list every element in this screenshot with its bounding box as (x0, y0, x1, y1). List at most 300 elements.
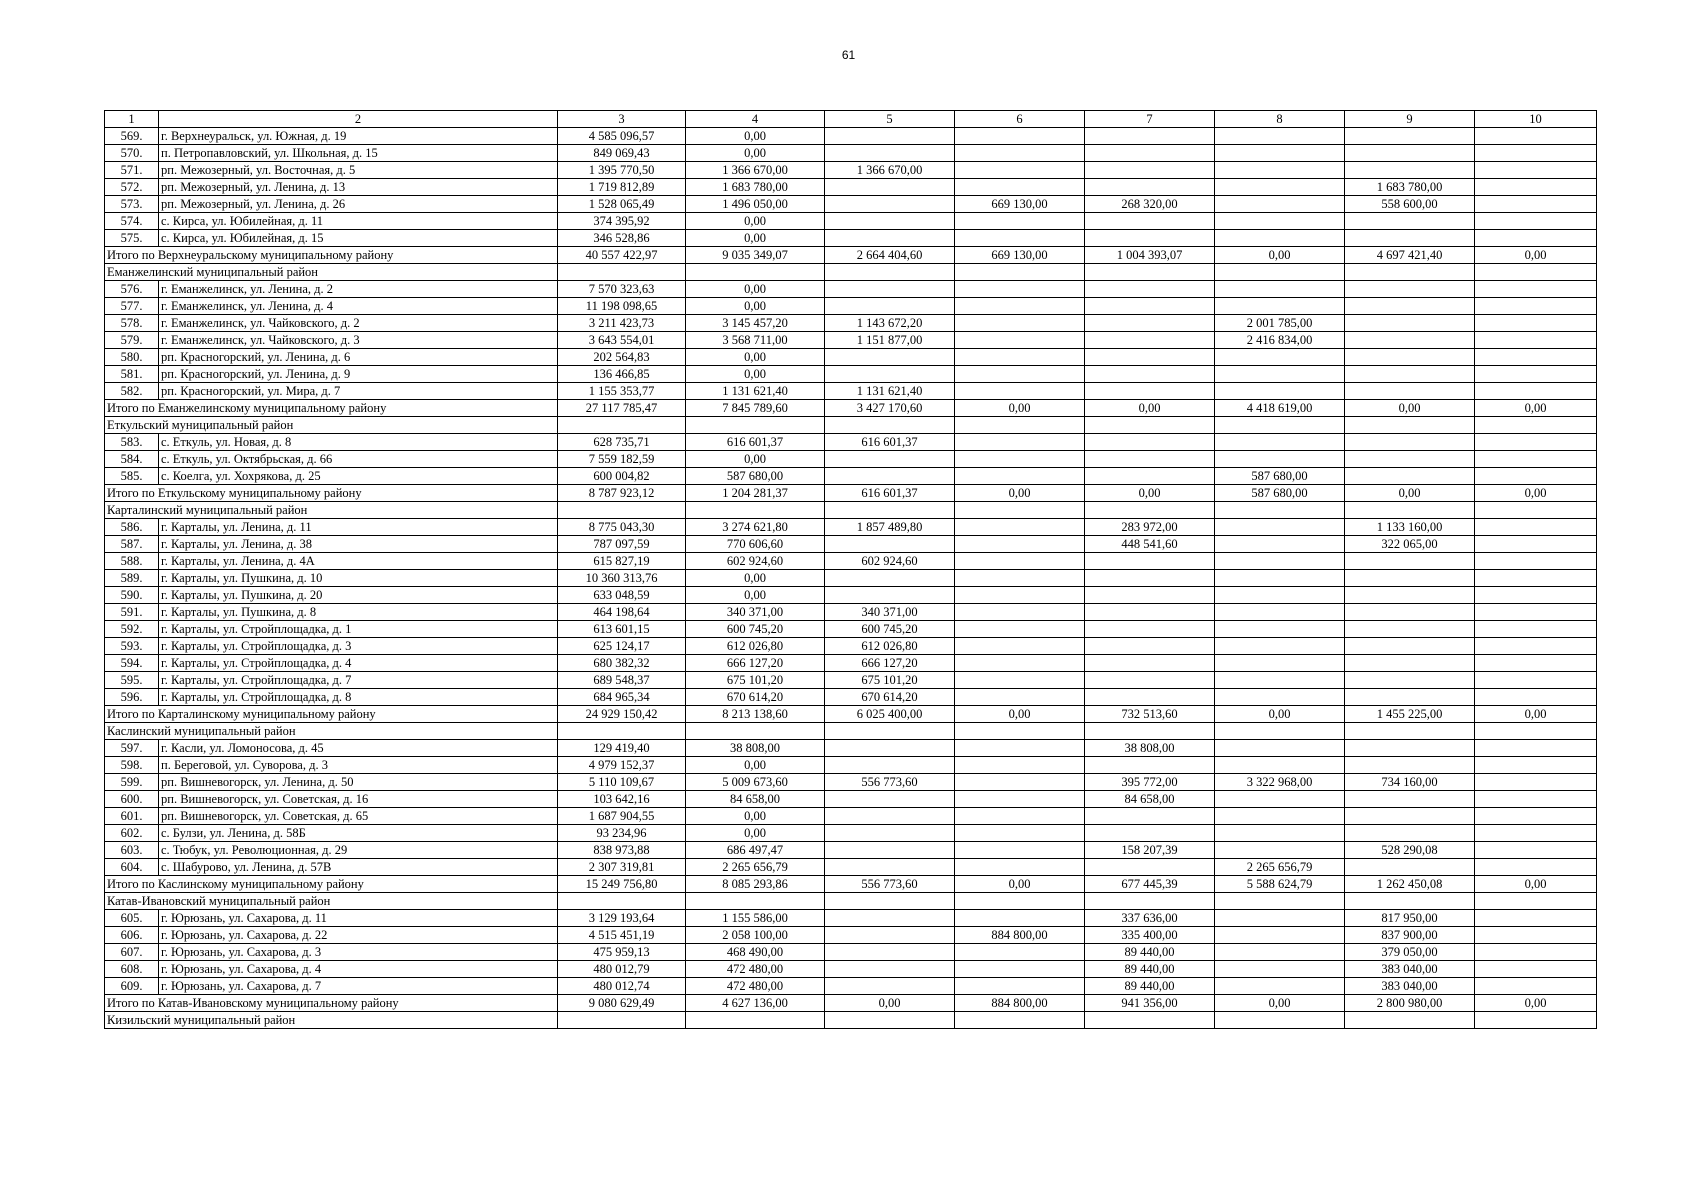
value-cell (955, 638, 1085, 655)
value-cell (825, 451, 955, 468)
value-cell: 602 924,60 (686, 553, 825, 570)
value-cell (1345, 604, 1475, 621)
value-cell (955, 689, 1085, 706)
value-cell: 616 601,37 (686, 434, 825, 451)
total-row (105, 876, 1597, 893)
total-label-cell: Итого по Еманжелинскому муниципальному району (105, 400, 558, 417)
value-cell: 2 664 404,60 (825, 247, 955, 264)
value-cell: 2 265 656,79 (686, 859, 825, 876)
value-cell (1215, 366, 1345, 383)
address-cell: с. Еткуль, ул. Октябрьская, д. 66 (159, 451, 558, 468)
value-cell (1215, 842, 1345, 859)
column-header: 9 (1345, 111, 1475, 128)
value-cell: 10 360 313,76 (558, 570, 686, 587)
value-cell: 2 058 100,00 (686, 927, 825, 944)
value-cell (825, 213, 955, 230)
value-cell (1345, 332, 1475, 349)
value-cell (825, 468, 955, 485)
value-cell (558, 264, 686, 281)
row-number-cell: 569. (105, 128, 159, 145)
row-number-cell: 596. (105, 689, 159, 706)
column-header: 5 (825, 111, 955, 128)
row-number-cell: 607. (105, 944, 159, 961)
value-cell (1475, 893, 1597, 910)
section-label-cell: Каслинский муниципальный район (105, 723, 558, 740)
value-cell (1085, 349, 1215, 366)
value-cell: 666 127,20 (825, 655, 955, 672)
value-cell (825, 740, 955, 757)
value-cell (1215, 961, 1345, 978)
address-cell: г. Юрюзань, ул. Сахарова, д. 3 (159, 944, 558, 961)
value-cell: 2 001 785,00 (1215, 315, 1345, 332)
address-cell: г. Еманжелинск, ул. Чайковского, д. 2 (159, 315, 558, 332)
value-cell (955, 910, 1085, 927)
value-cell (825, 502, 955, 519)
value-cell: 8 085 293,86 (686, 876, 825, 893)
value-cell: 0,00 (1085, 400, 1215, 417)
table-row (105, 740, 1597, 757)
value-cell: 669 130,00 (955, 196, 1085, 213)
value-cell (955, 587, 1085, 604)
value-cell (1085, 859, 1215, 876)
value-cell: 558 600,00 (1345, 196, 1475, 213)
value-cell (1475, 264, 1597, 281)
table-row (105, 757, 1597, 774)
value-cell (1475, 944, 1597, 961)
value-cell: 628 735,71 (558, 434, 686, 451)
value-cell (1475, 298, 1597, 315)
value-cell (825, 842, 955, 859)
section-label-cell: Еткульский муниципальный район (105, 417, 558, 434)
address-cell: г. Еманжелинск, ул. Ленина, д. 2 (159, 281, 558, 298)
row-number-cell: 592. (105, 621, 159, 638)
value-cell (1475, 162, 1597, 179)
address-cell: с. Шабурово, ул. Ленина, д. 57В (159, 859, 558, 876)
value-cell (1215, 196, 1345, 213)
value-cell (1085, 825, 1215, 842)
table-row (105, 281, 1597, 298)
table-row (105, 315, 1597, 332)
value-cell (1345, 621, 1475, 638)
value-cell: 0,00 (955, 485, 1085, 502)
value-cell (955, 536, 1085, 553)
value-cell: 3 129 193,64 (558, 910, 686, 927)
value-cell (1085, 570, 1215, 587)
value-cell: 3 211 423,73 (558, 315, 686, 332)
value-cell (955, 502, 1085, 519)
value-cell (1475, 859, 1597, 876)
row-number-cell: 572. (105, 179, 159, 196)
value-cell (825, 910, 955, 927)
value-cell: 4 515 451,19 (558, 927, 686, 944)
value-cell: 7 845 789,60 (686, 400, 825, 417)
value-cell: 0,00 (955, 400, 1085, 417)
table-row (105, 536, 1597, 553)
value-cell: 89 440,00 (1085, 944, 1215, 961)
row-number-cell: 594. (105, 655, 159, 672)
value-cell (825, 230, 955, 247)
value-cell: 602 924,60 (825, 553, 955, 570)
value-cell: 0,00 (686, 349, 825, 366)
value-cell: 1 683 780,00 (686, 179, 825, 196)
value-cell (1475, 910, 1597, 927)
value-cell: 1 151 877,00 (825, 332, 955, 349)
value-cell: 0,00 (1475, 247, 1597, 264)
table-row (105, 825, 1597, 842)
value-cell: 600 745,20 (686, 621, 825, 638)
value-cell: 1 133 160,00 (1345, 519, 1475, 536)
value-cell: 587 680,00 (1215, 468, 1345, 485)
total-label-cell: Итого по Карталинскому муниципальному району (105, 706, 558, 723)
row-number-cell: 588. (105, 553, 159, 570)
section-header-row (105, 893, 1597, 910)
address-cell: г. Карталы, ул. Стройплощадка, д. 1 (159, 621, 558, 638)
value-cell (955, 655, 1085, 672)
value-cell: 3 568 711,00 (686, 332, 825, 349)
row-number-cell: 584. (105, 451, 159, 468)
value-cell (1085, 655, 1215, 672)
address-cell: г. Еманжелинск, ул. Чайковского, д. 3 (159, 332, 558, 349)
total-label-cell: Итого по Каслинскому муниципальному району (105, 876, 558, 893)
value-cell: 158 207,39 (1085, 842, 1215, 859)
value-cell: 0,00 (686, 145, 825, 162)
value-cell: 625 124,17 (558, 638, 686, 655)
value-cell: 0,00 (1345, 485, 1475, 502)
value-cell (955, 315, 1085, 332)
value-cell (955, 961, 1085, 978)
address-cell: г. Касли, ул. Ломоносова, д. 45 (159, 740, 558, 757)
row-number-cell: 579. (105, 332, 159, 349)
value-cell (1215, 213, 1345, 230)
value-cell: 941 356,00 (1085, 995, 1215, 1012)
value-cell (825, 978, 955, 995)
value-cell: 475 959,13 (558, 944, 686, 961)
value-cell: 0,00 (686, 808, 825, 825)
value-cell: 268 320,00 (1085, 196, 1215, 213)
value-cell (1085, 264, 1215, 281)
value-cell: 1 528 065,49 (558, 196, 686, 213)
value-cell (558, 502, 686, 519)
value-cell (1215, 740, 1345, 757)
table-row (105, 774, 1597, 791)
value-cell: 15 249 756,80 (558, 876, 686, 893)
value-cell (686, 502, 825, 519)
value-cell: 615 827,19 (558, 553, 686, 570)
table-row (105, 944, 1597, 961)
table-row (105, 145, 1597, 162)
value-cell: 89 440,00 (1085, 978, 1215, 995)
value-cell (955, 774, 1085, 791)
value-cell: 89 440,00 (1085, 961, 1215, 978)
value-cell: 0,00 (686, 298, 825, 315)
value-cell (1475, 502, 1597, 519)
value-cell (1085, 1012, 1215, 1029)
section-header-row (105, 502, 1597, 519)
value-cell (955, 298, 1085, 315)
value-cell (1475, 332, 1597, 349)
value-cell (825, 587, 955, 604)
value-cell: 1 143 672,20 (825, 315, 955, 332)
table-row (105, 434, 1597, 451)
row-number-cell: 608. (105, 961, 159, 978)
value-cell (825, 196, 955, 213)
value-cell (1215, 383, 1345, 400)
address-cell: п. Петропавловский, ул. Школьная, д. 15 (159, 145, 558, 162)
section-label-cell: Карталинский муниципальный район (105, 502, 558, 519)
section-label-cell: Еманжелинский муниципальный район (105, 264, 558, 281)
value-cell (1085, 672, 1215, 689)
value-cell (955, 893, 1085, 910)
row-number-cell: 590. (105, 587, 159, 604)
value-cell (1085, 468, 1215, 485)
value-cell: 7 559 182,59 (558, 451, 686, 468)
value-cell (825, 349, 955, 366)
value-cell: 93 234,96 (558, 825, 686, 842)
value-cell: 335 400,00 (1085, 927, 1215, 944)
value-cell (1215, 128, 1345, 145)
value-cell: 9 080 629,49 (558, 995, 686, 1012)
value-cell (955, 621, 1085, 638)
value-cell (1475, 383, 1597, 400)
value-cell (825, 944, 955, 961)
value-cell: 0,00 (1475, 400, 1597, 417)
column-header: 8 (1215, 111, 1345, 128)
address-cell: рп. Межозерный, ул. Ленина, д. 26 (159, 196, 558, 213)
value-cell (1085, 808, 1215, 825)
value-cell: 346 528,86 (558, 230, 686, 247)
value-cell (1475, 587, 1597, 604)
value-cell (1345, 587, 1475, 604)
value-cell (1085, 298, 1215, 315)
value-cell (1085, 451, 1215, 468)
value-cell (1345, 672, 1475, 689)
value-cell: 0,00 (686, 230, 825, 247)
value-cell (955, 468, 1085, 485)
table-row (105, 672, 1597, 689)
value-cell: 283 972,00 (1085, 519, 1215, 536)
value-cell: 480 012,79 (558, 961, 686, 978)
value-cell (1215, 638, 1345, 655)
row-number-cell: 582. (105, 383, 159, 400)
row-number-cell: 597. (105, 740, 159, 757)
value-cell: 1 204 281,37 (686, 485, 825, 502)
row-number-cell: 601. (105, 808, 159, 825)
row-number-cell: 574. (105, 213, 159, 230)
value-cell (955, 417, 1085, 434)
value-cell (825, 298, 955, 315)
value-cell (1215, 536, 1345, 553)
value-cell (825, 791, 955, 808)
value-cell (1085, 179, 1215, 196)
address-cell: рп. Красногорский, ул. Мира, д. 7 (159, 383, 558, 400)
value-cell (1085, 213, 1215, 230)
row-number-cell: 575. (105, 230, 159, 247)
value-cell (1345, 128, 1475, 145)
value-cell (955, 162, 1085, 179)
value-cell (955, 604, 1085, 621)
value-cell: 38 808,00 (686, 740, 825, 757)
value-cell (955, 1012, 1085, 1029)
value-cell (1345, 723, 1475, 740)
value-cell (1215, 604, 1345, 621)
value-cell: 11 198 098,65 (558, 298, 686, 315)
value-cell: 684 965,34 (558, 689, 686, 706)
value-cell (1085, 604, 1215, 621)
value-cell: 0,00 (686, 570, 825, 587)
value-cell (825, 825, 955, 842)
value-cell: 3 274 621,80 (686, 519, 825, 536)
address-cell: рп. Вишневогорск, ул. Советская, д. 16 (159, 791, 558, 808)
value-cell (1475, 927, 1597, 944)
address-cell: г. Карталы, ул. Пушкина, д. 20 (159, 587, 558, 604)
value-cell (955, 723, 1085, 740)
value-cell (1085, 230, 1215, 247)
value-cell (1215, 281, 1345, 298)
value-cell: 340 371,00 (825, 604, 955, 621)
value-cell (955, 570, 1085, 587)
table-row (105, 298, 1597, 315)
value-cell (558, 893, 686, 910)
value-cell: 383 040,00 (1345, 978, 1475, 995)
value-cell (1215, 978, 1345, 995)
value-cell (825, 927, 955, 944)
row-number-cell: 609. (105, 978, 159, 995)
table-row (105, 570, 1597, 587)
row-number-cell: 581. (105, 366, 159, 383)
value-cell (1085, 128, 1215, 145)
value-cell: 2 265 656,79 (1215, 859, 1345, 876)
table-row (105, 451, 1597, 468)
row-number-cell: 583. (105, 434, 159, 451)
value-cell (1475, 791, 1597, 808)
value-cell: 0,00 (1215, 247, 1345, 264)
total-row (105, 485, 1597, 502)
value-cell (686, 893, 825, 910)
table-row (105, 128, 1597, 145)
row-number-cell: 576. (105, 281, 159, 298)
value-cell: 669 130,00 (955, 247, 1085, 264)
value-cell (1085, 281, 1215, 298)
table-row (105, 978, 1597, 995)
value-cell (955, 553, 1085, 570)
section-header-row (105, 723, 1597, 740)
column-header: 4 (686, 111, 825, 128)
value-cell: 556 773,60 (825, 774, 955, 791)
value-cell (1215, 893, 1345, 910)
value-cell: 24 929 150,42 (558, 706, 686, 723)
column-header: 6 (955, 111, 1085, 128)
value-cell: 600 745,20 (825, 621, 955, 638)
value-cell: 8 787 923,12 (558, 485, 686, 502)
row-number-cell: 580. (105, 349, 159, 366)
value-cell (1215, 1012, 1345, 1029)
value-cell (1345, 417, 1475, 434)
value-cell (955, 179, 1085, 196)
value-cell (558, 1012, 686, 1029)
value-cell (955, 859, 1085, 876)
column-header: 2 (159, 111, 558, 128)
value-cell (1085, 553, 1215, 570)
address-cell: г. Карталы, ул. Стройплощадка, д. 3 (159, 638, 558, 655)
value-cell (1475, 536, 1597, 553)
value-cell (955, 281, 1085, 298)
value-cell (1345, 298, 1475, 315)
address-cell: рп. Межозерный, ул. Ленина, д. 13 (159, 179, 558, 196)
value-cell (1345, 451, 1475, 468)
value-cell (1345, 689, 1475, 706)
address-cell: с. Тюбук, ул. Революционная, д. 29 (159, 842, 558, 859)
row-number-cell: 573. (105, 196, 159, 213)
value-cell: 734 160,00 (1345, 774, 1475, 791)
value-cell (1215, 553, 1345, 570)
value-cell (1085, 145, 1215, 162)
value-cell (955, 128, 1085, 145)
row-number-cell: 604. (105, 859, 159, 876)
value-cell: 612 026,80 (825, 638, 955, 655)
value-cell (1215, 145, 1345, 162)
value-cell: 38 808,00 (1085, 740, 1215, 757)
value-cell (1475, 621, 1597, 638)
value-cell: 0,00 (686, 366, 825, 383)
address-cell: г. Верхнеуральск, ул. Южная, д. 19 (159, 128, 558, 145)
table-row (105, 808, 1597, 825)
table-row (105, 179, 1597, 196)
value-cell: 787 097,59 (558, 536, 686, 553)
value-cell (1345, 264, 1475, 281)
value-cell (1345, 655, 1475, 672)
table-row (105, 604, 1597, 621)
table-row (105, 961, 1597, 978)
value-cell: 0,00 (686, 757, 825, 774)
data-table (104, 110, 1597, 1029)
value-cell: 556 773,60 (825, 876, 955, 893)
value-cell: 1 687 904,55 (558, 808, 686, 825)
address-cell: с. Кирса, ул. Юбилейная, д. 15 (159, 230, 558, 247)
address-cell: г. Карталы, ул. Пушкина, д. 10 (159, 570, 558, 587)
address-cell: с. Булзи, ул. Ленина, д. 58Б (159, 825, 558, 842)
value-cell: 480 012,74 (558, 978, 686, 995)
value-cell (1085, 332, 1215, 349)
value-cell: 1 262 450,08 (1345, 876, 1475, 893)
table-row (105, 366, 1597, 383)
address-cell: г. Карталы, ул. Ленина, д. 38 (159, 536, 558, 553)
row-number-cell: 600. (105, 791, 159, 808)
value-cell: 1 131 621,40 (686, 383, 825, 400)
value-cell (1475, 961, 1597, 978)
table-row (105, 553, 1597, 570)
page-number: 61 (841, 48, 856, 62)
value-cell (686, 723, 825, 740)
value-cell: 1 366 670,00 (686, 162, 825, 179)
value-cell: 884 800,00 (955, 995, 1085, 1012)
value-cell: 0,00 (1085, 485, 1215, 502)
total-row (105, 400, 1597, 417)
value-cell: 4 585 096,57 (558, 128, 686, 145)
value-cell: 3 145 457,20 (686, 315, 825, 332)
table-row (105, 587, 1597, 604)
row-number-cell: 587. (105, 536, 159, 553)
value-cell: 680 382,32 (558, 655, 686, 672)
value-cell: 0,00 (1345, 400, 1475, 417)
value-cell (1475, 366, 1597, 383)
value-cell (1475, 315, 1597, 332)
value-cell (1085, 315, 1215, 332)
row-number-cell: 606. (105, 927, 159, 944)
address-cell: п. Береговой, ул. Суворова, д. 3 (159, 757, 558, 774)
value-cell (825, 536, 955, 553)
value-cell: 103 642,16 (558, 791, 686, 808)
value-cell: 817 950,00 (1345, 910, 1475, 927)
